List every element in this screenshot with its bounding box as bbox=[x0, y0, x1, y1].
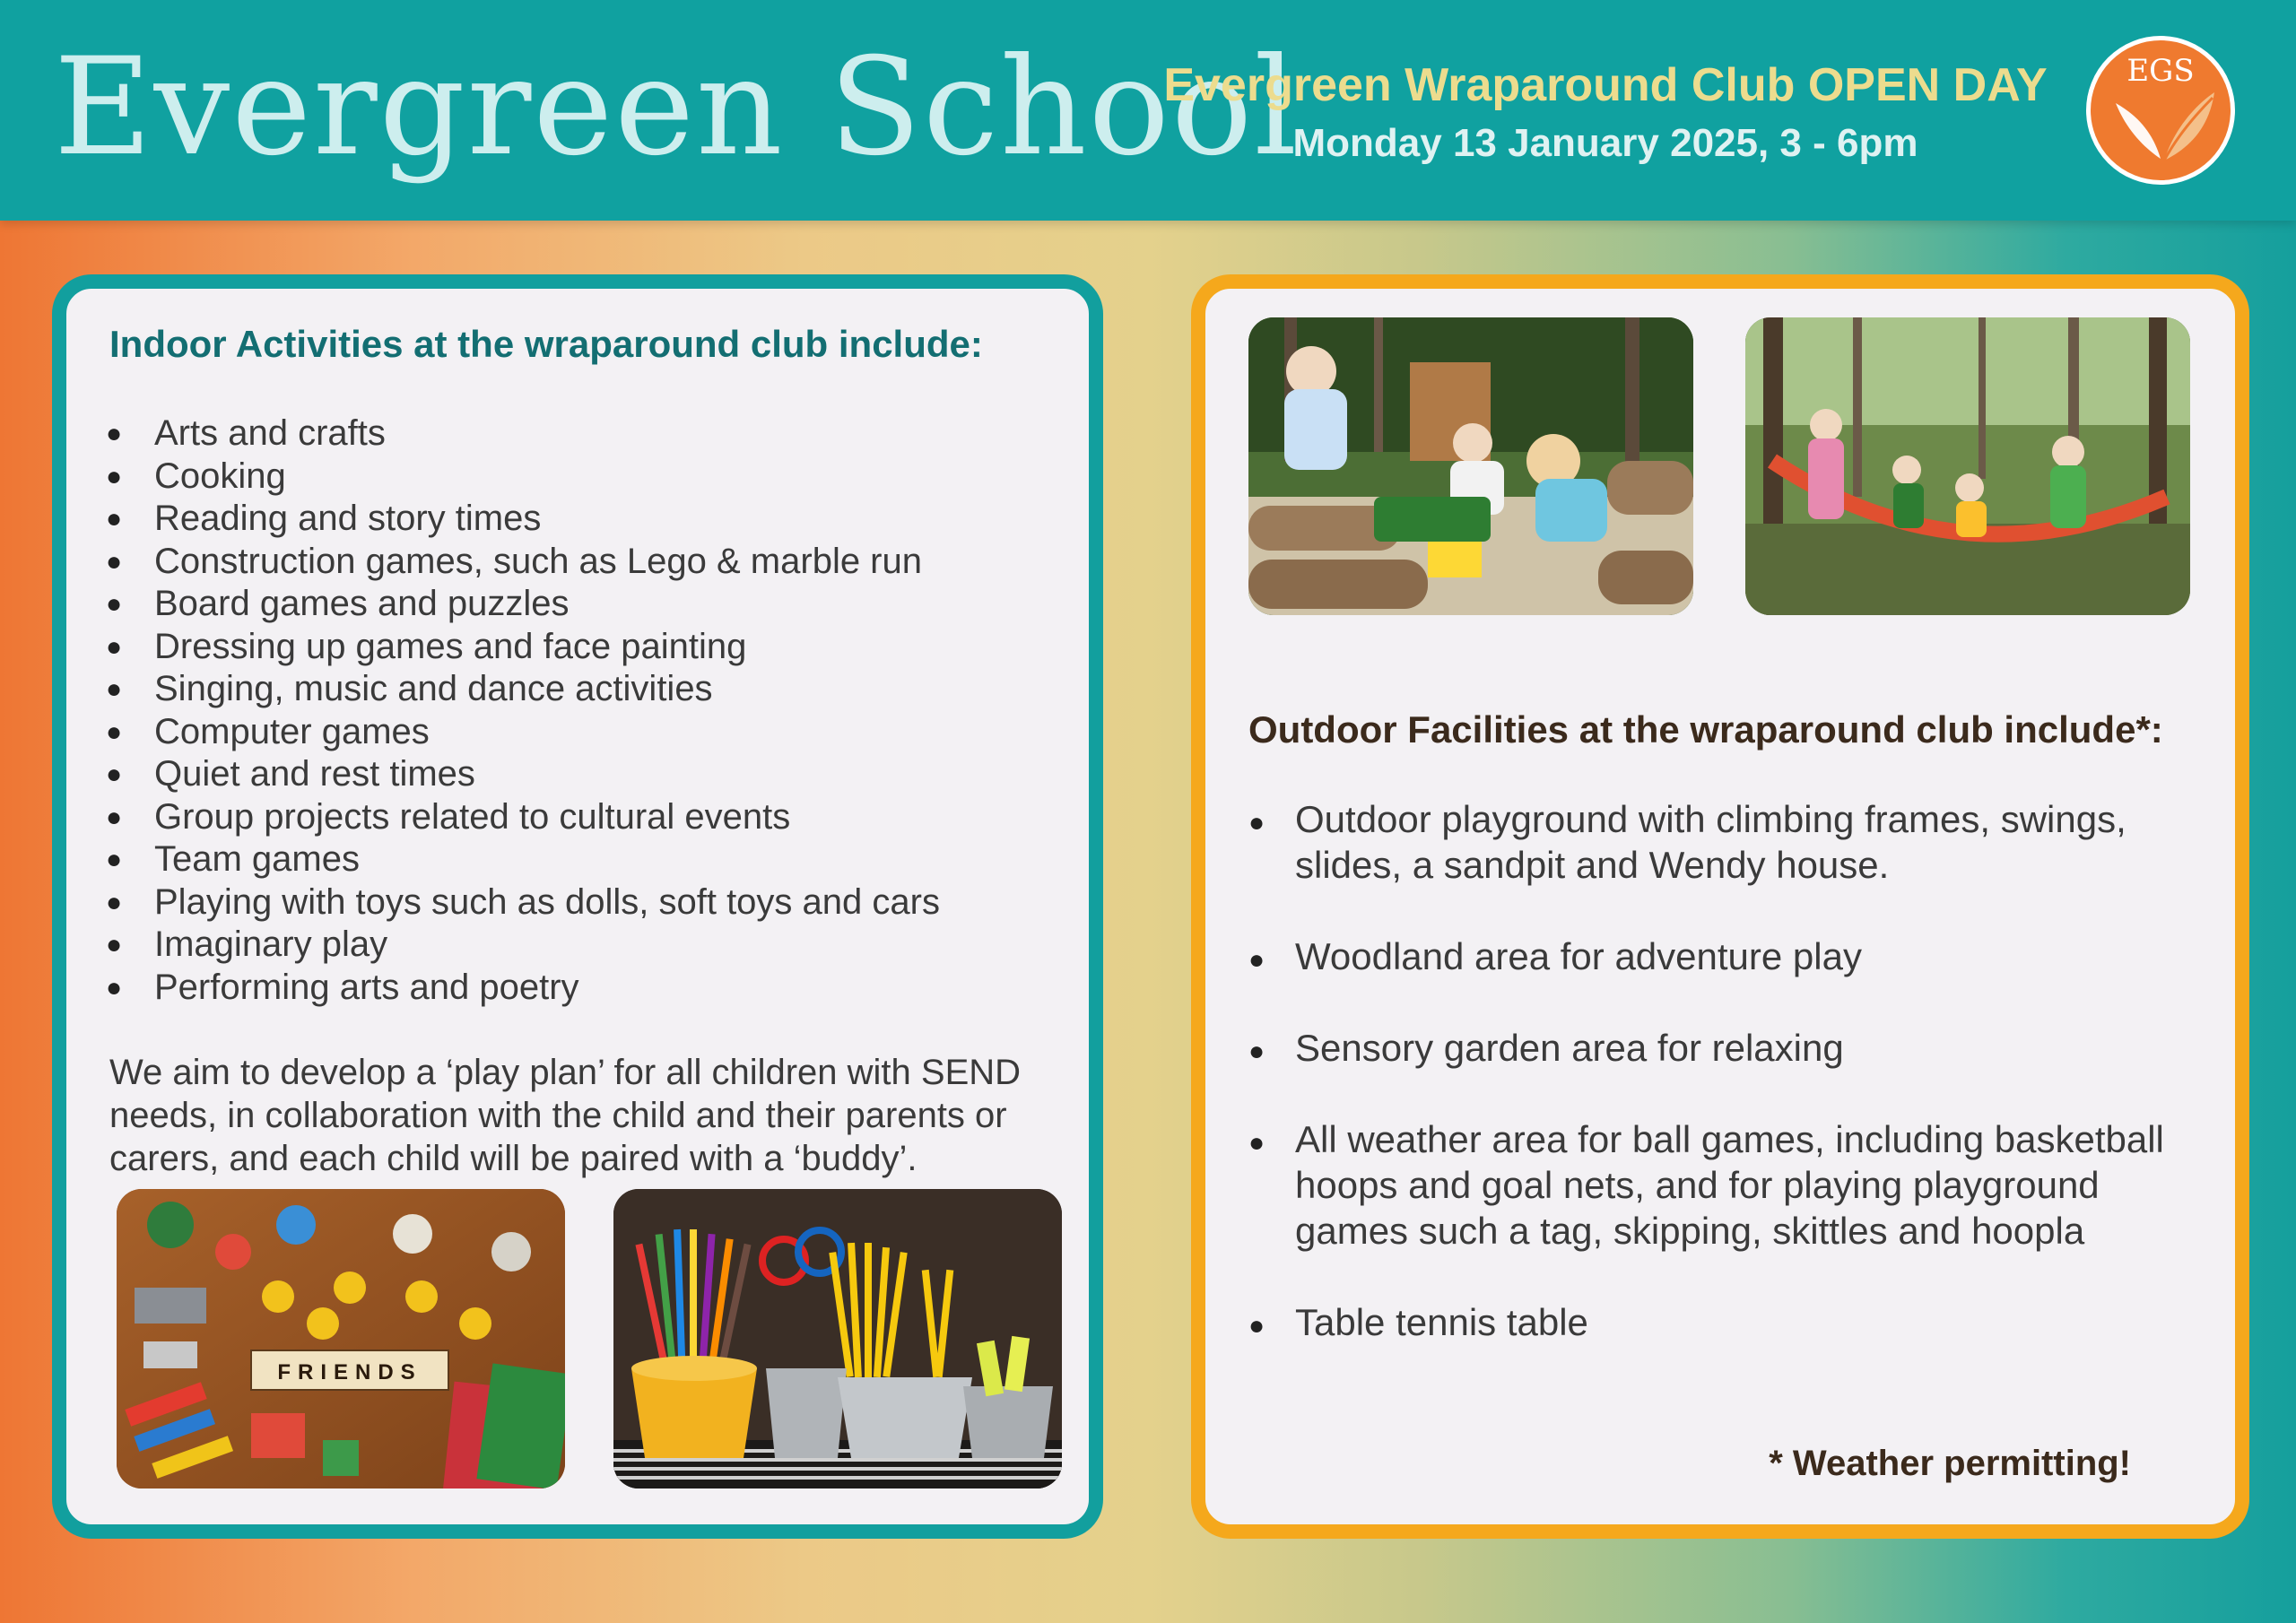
school-logo bbox=[2086, 36, 2235, 185]
list-item: ● Group projects related to cultural events bbox=[106, 796, 940, 839]
bullet-icon: ● bbox=[106, 930, 123, 959]
list-item: ● Quiet and rest times bbox=[106, 753, 940, 796]
bullet-icon: ● bbox=[106, 716, 123, 747]
bullet-icon: ● bbox=[106, 589, 123, 619]
bullet-icon: ● bbox=[1248, 1311, 1265, 1341]
list-item: ● Cooking bbox=[106, 456, 940, 499]
event-title: Evergreen Wraparound Club OPEN DAY bbox=[1163, 59, 2048, 111]
hammock-photo bbox=[1745, 317, 2190, 615]
sandpit-illustration bbox=[1248, 317, 1693, 615]
list-item: ● Imaginary play bbox=[106, 924, 940, 967]
indoor-heading: Indoor Activities at the wraparound club include: bbox=[109, 323, 983, 365]
list-item: ● Board games and puzzles bbox=[106, 583, 940, 626]
outdoor-panel bbox=[1191, 274, 2249, 1539]
bullet-icon: ● bbox=[106, 546, 123, 577]
logo-text: EGS bbox=[2126, 53, 2195, 89]
list-item: ● All weather area for ball games, including basketball hoops and goal nets, and for playing playground games such a tag, skipping, skittles and hoopla bbox=[1248, 1118, 2164, 1252]
bullet-icon: ● bbox=[106, 631, 123, 662]
bullet-icon: ● bbox=[106, 887, 123, 917]
bullet-icon: ● bbox=[106, 461, 123, 491]
bullet-icon: ● bbox=[106, 845, 123, 874]
outdoor-facilities-list bbox=[1248, 796, 2217, 1391]
tiles-word: FRIENDS bbox=[277, 1360, 422, 1384]
list-item: ● Dressing up games and face painting bbox=[106, 626, 940, 669]
pencils-illustration bbox=[613, 1189, 1062, 1488]
bullet-icon: ● bbox=[106, 972, 123, 1002]
bullet-icon: ● bbox=[1248, 808, 1265, 838]
list-item: ● Playing with toys such as dolls, soft toys and cars bbox=[106, 881, 940, 924]
bullet-icon: ● bbox=[1248, 1037, 1265, 1066]
sandpit-photo bbox=[1248, 317, 1693, 615]
hammock-illustration bbox=[1745, 317, 2190, 615]
bullet-icon: ● bbox=[106, 759, 123, 789]
event-date: Monday 13 January 2025, 3 - 6pm bbox=[1292, 121, 1918, 165]
list-item: ● Construction games, such as Lego & marble run bbox=[106, 541, 940, 584]
toys-illustration bbox=[117, 1189, 565, 1488]
toys-photo bbox=[117, 1189, 565, 1488]
event-info bbox=[1112, 54, 2099, 170]
list-item: ● Sensory garden area for relaxing bbox=[1248, 1025, 2217, 1071]
school-name: Evergreen School bbox=[54, 30, 1300, 186]
list-item: ● Singing, music and dance activities bbox=[106, 668, 940, 711]
indoor-activities-list bbox=[106, 412, 940, 1009]
bullet-icon: ● bbox=[106, 419, 123, 448]
list-item: ● Reading and story times bbox=[106, 498, 940, 541]
list-item: ● Arts and crafts bbox=[106, 412, 940, 456]
list-item: ● Outdoor playground with climbing frames, swings, slides, a sandpit and Wendy house. bbox=[1248, 798, 2126, 886]
send-paragraph: We aim to develop a ‘play plan’ for all children with SEND needs, in collaboration with the child and their parents or carers, and each child will be paired with a ‘buddy’. bbox=[109, 1053, 1022, 1178]
bullet-icon: ● bbox=[1248, 945, 1265, 975]
pencils-photo bbox=[613, 1189, 1062, 1488]
bullet-icon: ● bbox=[106, 504, 123, 534]
bullet-icon: ● bbox=[1248, 1128, 1265, 1158]
outdoor-heading: Outdoor Facilities at the wraparound club include*: bbox=[1248, 708, 2163, 751]
list-item: ● Team games bbox=[106, 838, 940, 881]
weather-note: * Weather permitting! bbox=[1769, 1444, 2131, 1483]
list-item: ● Performing arts and poetry bbox=[106, 967, 940, 1010]
list-item: ● Table tennis table bbox=[1248, 1299, 2217, 1345]
list-item: ● Woodland area for adventure play bbox=[1248, 933, 2217, 979]
scrabble-tiles bbox=[251, 1350, 448, 1390]
indoor-panel bbox=[52, 274, 1103, 1539]
header-banner bbox=[0, 0, 2296, 221]
list-item: ● Computer games bbox=[106, 711, 940, 754]
bullet-icon: ● bbox=[106, 674, 123, 704]
bullet-icon: ● bbox=[106, 802, 123, 832]
